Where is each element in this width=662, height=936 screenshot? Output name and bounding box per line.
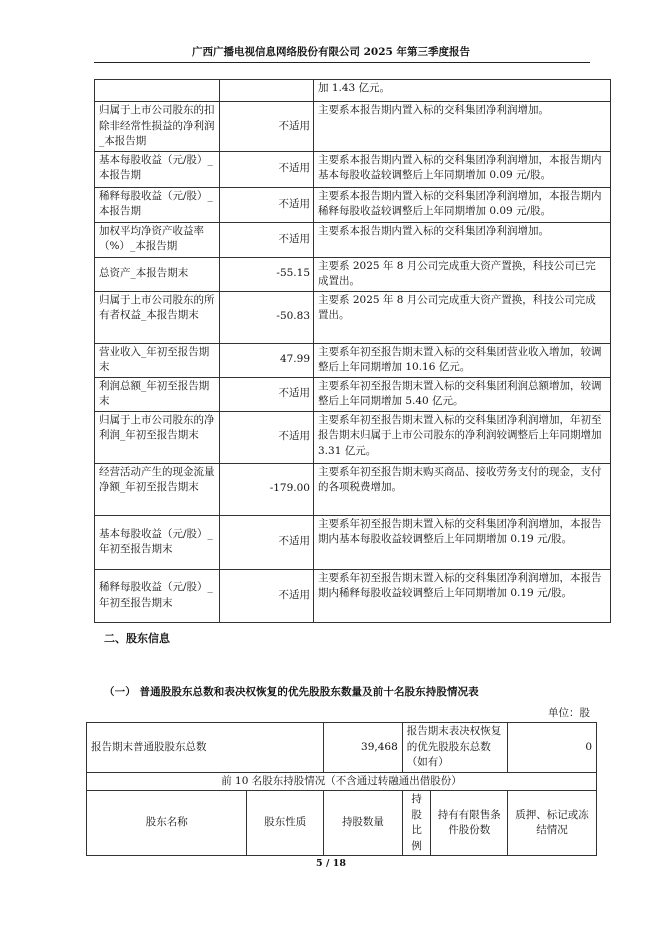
table-row [95, 187, 611, 222]
ratio-cell: 不适用 [220, 102, 314, 152]
col-header: 质押、标记或冻结情况 [508, 791, 597, 856]
ratio-cell: 47.99 [220, 343, 314, 377]
ratio-cell [220, 80, 314, 102]
item-cell: 归属于上市公司股东的所有者权益_本报告期末 [95, 291, 220, 343]
reason-cell: 加 1.43 亿元。 [314, 80, 611, 102]
item-cell [95, 80, 220, 102]
item-cell: 营业收入_年初至报告期末 [95, 343, 220, 377]
changes-table [94, 79, 611, 623]
table-row [95, 463, 611, 515]
table-row [95, 151, 611, 187]
table-row [95, 222, 611, 257]
item-cell: 基本每股收益（元/股）_年初至报告期末 [95, 515, 220, 569]
reason-cell: 主要系年初至报告期末置入标的交科集团净利润增加，年初至报告期末归属于上市公司股东的净利润较调整后上年同期增加 3.31 亿元。 [314, 411, 611, 463]
reason-cell: 主要系年初至报告期末置入标的交科集团净利润增加，本报告期内基本每股收益较调整后上年同期增加 0.19 元/股。 [314, 515, 611, 569]
reason-cell: 主要系 2025 年 8 月公司完成重大资产置换，科技公司完成置出。 [314, 291, 611, 343]
ratio-cell: 不适用 [220, 222, 314, 257]
table-row [95, 343, 611, 377]
item-cell: 经营活动产生的现金流量净额_年初至报告期末 [95, 463, 220, 515]
col-header: 股东名称 [87, 791, 247, 856]
table-row [95, 257, 611, 291]
ratio-cell: -179.00 [220, 463, 314, 515]
reason-cell: 主要系本报告期内置入标的交科集团净利润增加，本报告期内基本每股收益较调整后上年同期增加 0.09 元/股。 [314, 151, 611, 187]
ratio-cell: 不适用 [220, 187, 314, 222]
table-row [87, 772, 597, 791]
col-header: 持股比例 [402, 791, 431, 856]
reason-cell: 主要系年初至报告期末置入标的交科集团营业收入增加，较调整后上年同期增加 10.16 亿元。 [314, 343, 611, 377]
subsection-title: （一） 普通股股东总数和表决权恢复的优先股股东数量及前十名股东持股情况表 [104, 686, 479, 698]
section-title: 二、股东信息 [104, 632, 170, 645]
shareholders-table [86, 722, 597, 856]
unit-label: 单位：股 [548, 707, 590, 719]
ratio-cell: -50.83 [220, 291, 314, 343]
item-cell: 基本每股收益（元/股）_本报告期 [95, 151, 220, 187]
item-cell: 归属于上市公司股东的扣除非经常性损益的净利润_本报告期 [95, 102, 220, 152]
ratio-cell: -55.15 [220, 257, 314, 291]
pref-holders-label: 报告期末表决权恢复的优先股股东总数（如有） [402, 723, 507, 773]
item-cell: 归属于上市公司股东的净利润_年初至报告期末 [95, 411, 220, 463]
col-header: 持股数量 [324, 791, 403, 856]
table-header-row [87, 791, 597, 856]
reason-cell: 主要系本报告期内置入标的交科集团净利润增加。 [314, 222, 611, 257]
table-row [95, 102, 611, 152]
table-row [95, 291, 611, 343]
table-row [95, 80, 611, 102]
ratio-cell: 不适用 [220, 411, 314, 463]
reason-cell: 主要系年初至报告期末置入标的交科集团利润总额增加，较调整后上年同期增加 5.40 亿元。 [314, 377, 611, 411]
table-row [87, 723, 597, 773]
col-header: 持有有限售条件股份数 [431, 791, 508, 856]
item-cell: 稀释每股收益（元/股）_本报告期 [95, 187, 220, 222]
reason-cell: 主要系年初至报告期末置入标的交科集团净利润增加，本报告期内稀释每股收益较调整后上年同期增加 0.19 元/股。 [314, 569, 611, 622]
table-row [95, 377, 611, 411]
ratio-cell: 不适用 [220, 377, 314, 411]
table-row [95, 569, 611, 622]
header-rule [94, 62, 590, 63]
top10-caption: 前 10 名股东持股情况（不含通过转融通出借股份） [87, 772, 597, 791]
reason-cell: 主要系年初至报告期末购买商品、接收劳务支付的现金，支付的各项税费增加。 [314, 463, 611, 515]
table-row [95, 411, 611, 463]
total-holders-label: 报告期末普通股股东总数 [87, 723, 324, 773]
page-number: 5 / 18 [316, 858, 346, 869]
ratio-cell: 不适用 [220, 569, 314, 622]
col-header: 股东性质 [247, 791, 324, 856]
reason-cell: 主要系本报告期内置入标的交科集团净利润增加。 [314, 102, 611, 152]
reason-cell: 主要系 2025 年 8 月公司完成重大资产置换，科技公司已完成置出。 [314, 257, 611, 291]
item-cell: 总资产_本报告期末 [95, 257, 220, 291]
item-cell: 稀释每股收益（元/股）_年初至报告期末 [95, 569, 220, 622]
reason-cell: 主要系本报告期内置入标的交科集团净利润增加，本报告期内稀释每股收益较调整后上年同期增加 0.09 元/股。 [314, 187, 611, 222]
pref-holders-value: 0 [508, 723, 597, 773]
page-header: 广西广播电视信息网络股份有限公司 2025 年第三季度报告 [191, 46, 471, 58]
ratio-cell: 不适用 [220, 515, 314, 569]
total-holders-value: 39,468 [324, 723, 403, 773]
item-cell: 加权平均净资产收益率（%）_本报告期 [95, 222, 220, 257]
item-cell: 利润总额_年初至报告期末 [95, 377, 220, 411]
table-row [95, 515, 611, 569]
ratio-cell: 不适用 [220, 151, 314, 187]
